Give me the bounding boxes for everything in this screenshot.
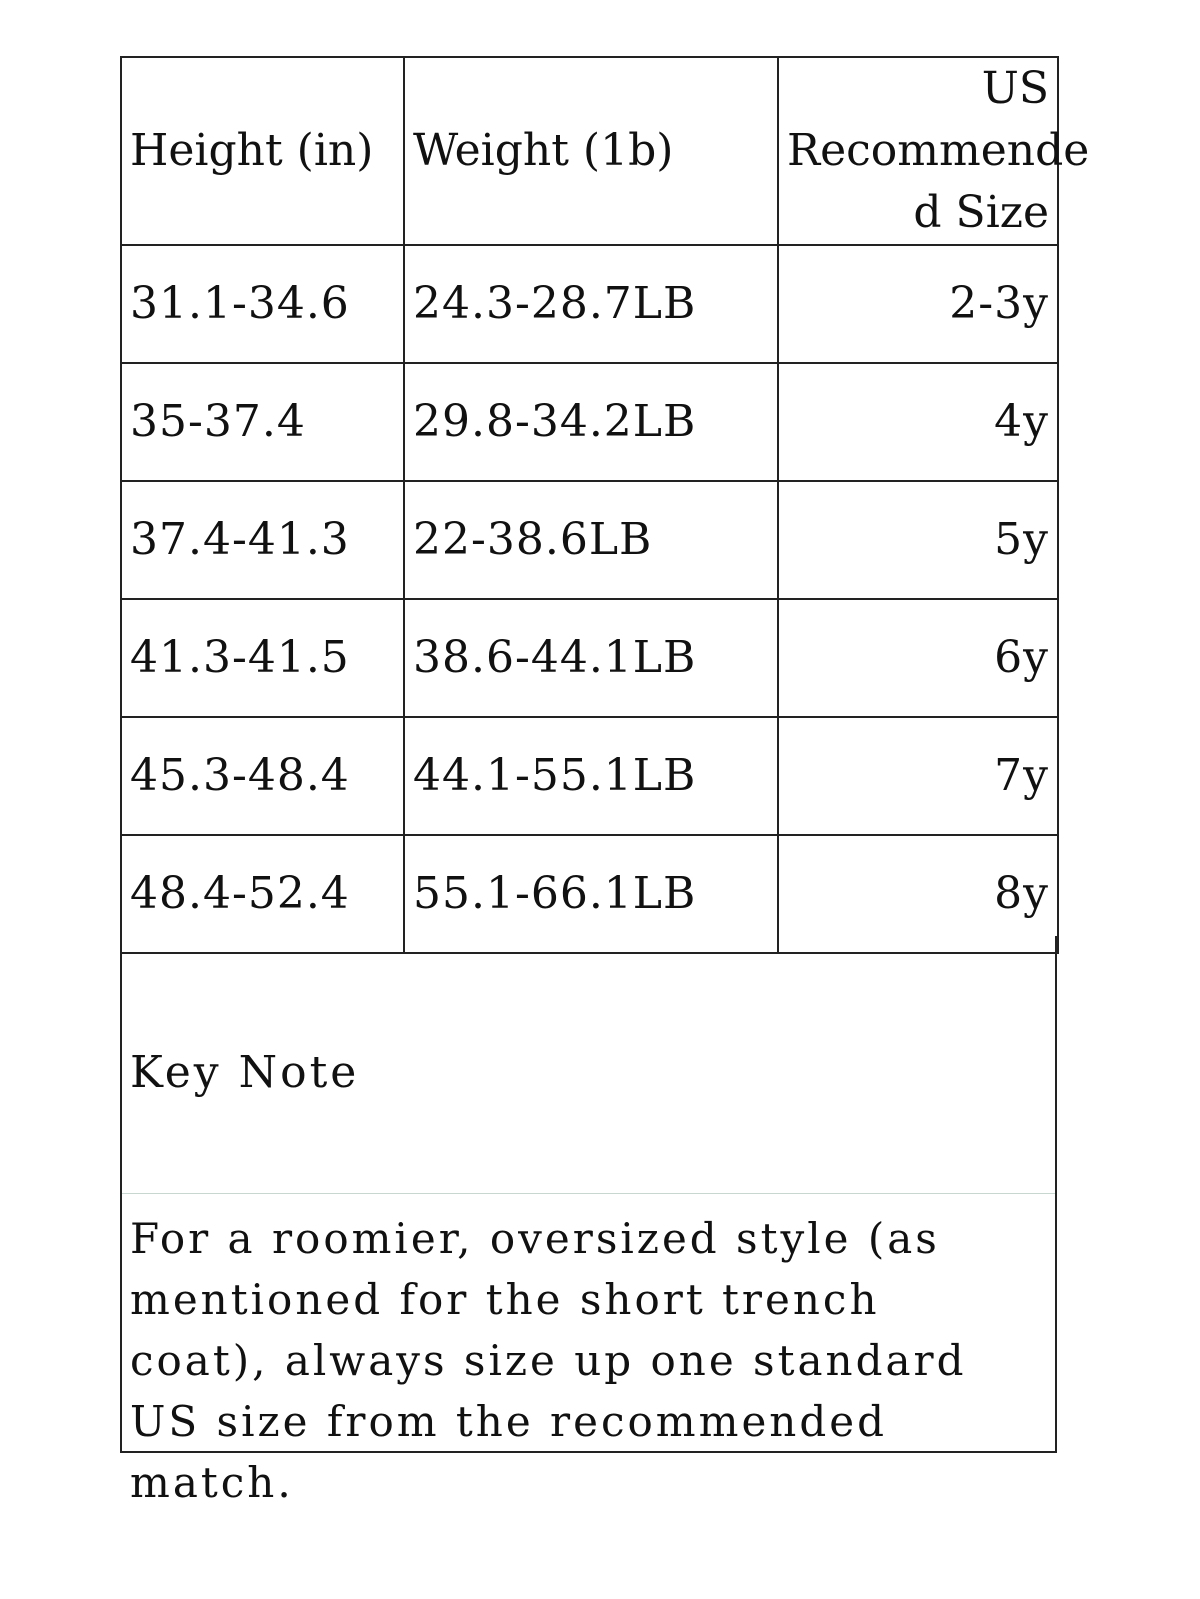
weight-cell: 29.8-34.2LB <box>404 363 778 481</box>
key-note-text: For a roomier, oversized style (as mentioned for the short trench coat), always size up one standard US size from the recommended match. <box>130 1214 967 1507</box>
header-height: Height (in) <box>121 57 404 245</box>
table-row <box>121 717 1058 835</box>
height-cell: 37.4-41.3 <box>121 481 404 599</box>
size-cell: 4y <box>778 363 1058 481</box>
size-chart <box>120 56 1090 1507</box>
table-row <box>121 481 1058 599</box>
header-size <box>778 57 1090 245</box>
size-cell: 6y <box>778 599 1058 717</box>
size-cell: 2-3y <box>778 245 1058 363</box>
weight-cell: 55.1-66.1LB <box>404 835 778 953</box>
size-table <box>120 56 1090 954</box>
weight-cell: 44.1-55.1LB <box>404 717 778 835</box>
weight-cell: 22-38.6LB <box>404 481 778 599</box>
table-row <box>121 245 1058 363</box>
height-cell: 31.1-34.6 <box>121 245 404 363</box>
height-cell: 41.3-41.5 <box>121 599 404 717</box>
header-row <box>121 57 1058 245</box>
key-note-title: Key Note <box>130 1047 360 1098</box>
table-row <box>121 599 1058 717</box>
size-cell: 8y <box>778 835 1058 953</box>
height-cell: 35-37.4 <box>121 363 404 481</box>
note-divider <box>122 1193 1055 1194</box>
key-note-box <box>120 936 1057 1507</box>
size-cell: 5y <box>778 481 1058 599</box>
height-cell: 45.3-48.4 <box>121 717 404 835</box>
weight-cell: 24.3-28.7LB <box>404 245 778 363</box>
table-row <box>121 363 1058 481</box>
header-weight: Weight (1b) <box>404 57 778 245</box>
header-size-line3: d Size <box>913 187 1049 238</box>
height-cell: 48.4-52.4 <box>121 835 404 953</box>
size-cell: 7y <box>778 717 1058 835</box>
weight-cell: 38.6-44.1LB <box>404 599 778 717</box>
header-size-line1: US <box>981 63 1049 114</box>
header-size-line2: Recommende <box>787 125 1090 176</box>
